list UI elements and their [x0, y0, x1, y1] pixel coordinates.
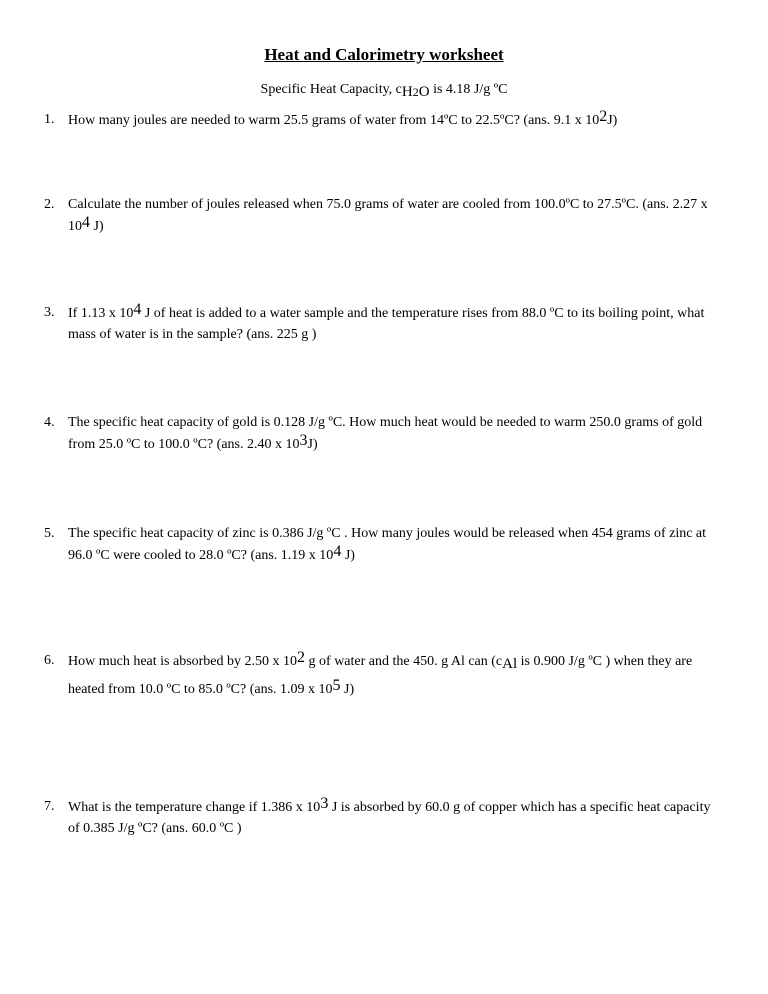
question-text: The specific heat capacity of gold is 0.128 J/g ºC. How much heat would be needed to warm 250.0 grams of gold from 25.0 ºC to 100.0 ºC? (ans. 2.40 x 10: [68, 415, 703, 452]
question-number: 1.: [44, 112, 55, 127]
superscript: 3: [320, 795, 329, 812]
question-text-end: J): [340, 682, 355, 697]
superscript: 2: [599, 108, 608, 125]
question-number: 4.: [44, 415, 55, 430]
intro-subscript-h: H: [401, 84, 413, 100]
question-text: The specific heat capacity of zinc is 0.386 J/g ºC . How many joules would be released when 454 grams of zinc at 96.0 ºC were cooled to 28.0 ºC? (ans. 1.19 x 10: [68, 526, 707, 563]
intro-subscript-2: 2: [412, 85, 419, 99]
question-text: How much heat is absorbed by 2.50 x 10: [68, 654, 298, 669]
question-number: 5.: [44, 526, 55, 541]
question-5: [44, 523, 718, 566]
question-text-end: J): [341, 548, 355, 563]
worksheet-title: Heat and Calorimetry worksheet: [264, 45, 504, 64]
intro-prefix: Specific Heat Capacity, c: [260, 82, 402, 97]
question-4: [44, 412, 718, 455]
question-text-continued: is 0.900 J/g ºC ) when they are heated from 10.0 ºC to 85.0 ºC? (ans. 1.09 x 10: [68, 654, 693, 697]
question-number: 2.: [44, 197, 55, 212]
superscript: 2: [297, 649, 306, 666]
question-2: [44, 194, 718, 237]
question-text-middle: g of water and the 450. g Al can (c: [305, 654, 503, 669]
question-number: 7.: [44, 799, 55, 814]
superscript: 5: [332, 677, 341, 694]
superscript: 4: [82, 214, 90, 231]
question-text: Calculate the number of joules released when 75.0 grams of water are cooled from 100.0ºC to 27.5ºC. (ans. 2.27 x 10: [68, 197, 708, 234]
question-text-end: J): [307, 437, 318, 452]
question-text: What is the temperature change if 1.386 x 10: [68, 800, 321, 815]
superscript: 4: [333, 543, 342, 560]
question-6: [44, 647, 718, 703]
question-3: [44, 301, 718, 345]
intro-suffix: is 4.18 J/g ºC: [429, 82, 508, 97]
specific-heat-intro: [0, 81, 768, 98]
question-number: 6.: [44, 653, 55, 668]
intro-subscript-o: O: [418, 84, 430, 100]
question-text-end: J): [607, 113, 618, 128]
question-text-end: J): [90, 219, 104, 234]
superscript: 4: [133, 301, 142, 318]
question-1: [44, 108, 718, 131]
subscript-al: Al: [502, 656, 518, 672]
question-7: [44, 795, 718, 839]
superscript: 3: [299, 432, 308, 449]
question-number: 3.: [44, 305, 55, 320]
question-text-end: J is absorbed by 60.0 g of copper which has a specific heat capacity of 0.385 J/g ºC? (ans. 60.0 ºC ): [68, 800, 711, 836]
question-text-end: J of heat is added to a water sample and the temperature rises from 88.0 ºC to its boiling point, what mass of water is in the sample? (ans. 225 g ): [68, 306, 705, 342]
question-text: How many joules are needed to warm 25.5 grams of water from 14ºC to 22.5ºC? (ans. 9.1 x 10: [68, 113, 600, 128]
question-text: If 1.13 x 10: [68, 306, 134, 321]
